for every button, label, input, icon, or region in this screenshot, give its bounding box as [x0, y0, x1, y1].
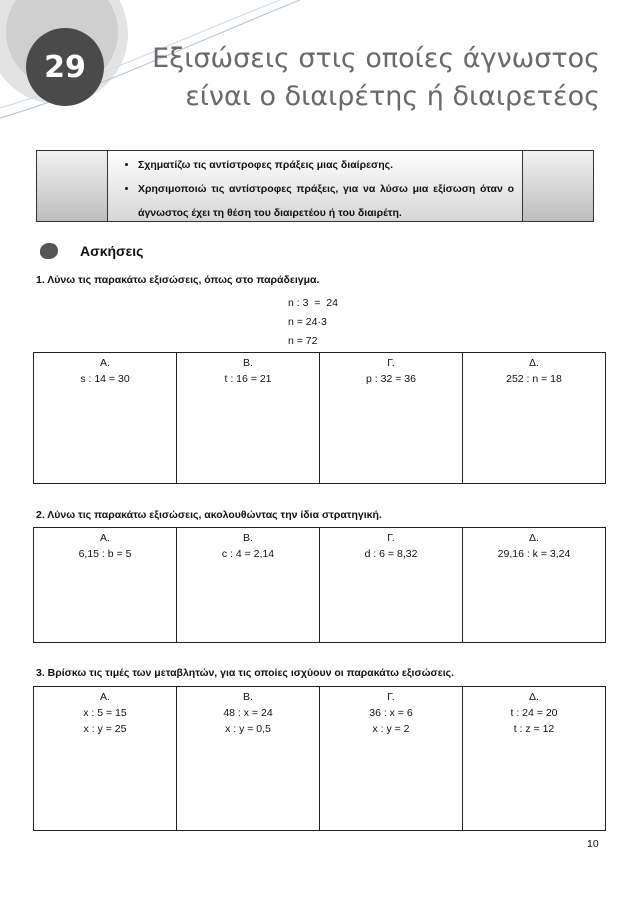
- goals-right-panel: [522, 151, 593, 221]
- answer-cell-c[interactable]: [320, 528, 463, 642]
- learning-goals-box: [36, 150, 594, 222]
- exercise-1-prompt: 1. Λύνω τις παρακάτω εξισώσεις, όπως στο παράδειγμα.: [36, 274, 320, 286]
- goal-item: • Σχηματίζω τις αντίστροφες πράξεις μιας διαίρεσης.: [138, 153, 514, 177]
- cell-equation: s : 14 = 30: [80, 373, 130, 385]
- cell-equation: 29,16 : k = 3,24: [497, 548, 571, 560]
- answer-cell-a[interactable]: [34, 687, 177, 830]
- answer-cell-b[interactable]: [177, 353, 320, 483]
- example-line: n = 72: [288, 335, 318, 347]
- answer-cell-a[interactable]: [34, 528, 177, 642]
- exercises-heading-text: Ασκήσεις: [80, 243, 144, 259]
- cell-equation: p : 32 = 36: [366, 373, 416, 385]
- title-line-1: Εξισώσεις στις οποίες άγνωστος: [152, 43, 600, 74]
- page-number: 10: [587, 838, 599, 850]
- cell-label: Δ.: [529, 691, 539, 703]
- exercise-2-grid: [33, 527, 606, 643]
- cell-label: Β.: [243, 532, 253, 544]
- cell-equation: t : 16 = 21: [224, 373, 272, 385]
- cell-label: Γ.: [387, 691, 395, 703]
- cell-equation: x : 5 = 15: [83, 707, 127, 719]
- goals-content: [108, 151, 522, 221]
- example-line: n : 3 = 24: [288, 297, 338, 309]
- worked-example: [288, 294, 338, 351]
- cell-equation: 252 : n = 18: [506, 373, 562, 385]
- cell-equation: 48 : x = 24: [223, 707, 273, 719]
- lesson-number: 29: [44, 49, 86, 85]
- answer-cell-c[interactable]: [320, 687, 463, 830]
- answer-cell-b[interactable]: [177, 528, 320, 642]
- cell-equation: t : 24 = 20: [510, 707, 558, 719]
- answer-cell-d[interactable]: [463, 528, 605, 642]
- goal-item: • Χρησιμοποιώ τις αντίστροφες πράξεις, για να λύσω μια εξίσωση όταν ο άγνωστος έχει τη θέση του διαιρετέου ή του διαιρέτη.: [138, 177, 514, 225]
- cell-label: Δ.: [529, 532, 539, 544]
- cell-label: Γ.: [387, 357, 395, 369]
- cell-label: Β.: [243, 357, 253, 369]
- answer-cell-d[interactable]: [463, 353, 605, 483]
- cell-label: Δ.: [529, 357, 539, 369]
- answer-cell-d[interactable]: [463, 687, 605, 830]
- exercise-3-grid: [33, 686, 606, 831]
- goals-list: [116, 153, 514, 225]
- exercises-heading: [40, 243, 143, 259]
- lesson-number-badge: [26, 28, 104, 106]
- exercise-2-prompt: 2. Λύνω τις παρακάτω εξισώσεις, ακολουθώντας την ίδια στρατηγική.: [36, 509, 382, 521]
- exercise-3-prompt: 3. Βρίσκω τις τιμές των μεταβλητών, για τις οποίες ισχύουν οι παρακάτω εξισώσεις.: [36, 667, 454, 679]
- answer-cell-a[interactable]: [34, 353, 177, 483]
- cell-label: Α.: [100, 357, 110, 369]
- cell-label: Α.: [100, 691, 110, 703]
- answer-cell-c[interactable]: [320, 353, 463, 483]
- ink-blot-icon: [40, 243, 58, 259]
- answer-cell-b[interactable]: [177, 687, 320, 830]
- cell-label: Β.: [243, 691, 253, 703]
- example-line: n = 24·3: [288, 316, 327, 328]
- page-title: [152, 40, 600, 116]
- cell-equation: d : 6 = 8,32: [364, 548, 418, 560]
- cell-equation: 36 : x = 6: [369, 707, 413, 719]
- cell-equation: x : y = 25: [83, 723, 127, 735]
- title-line-2: είναι ο διαιρέτης ή διαιρετέος: [185, 81, 600, 112]
- cell-label: Α.: [100, 532, 110, 544]
- cell-label: Γ.: [387, 532, 395, 544]
- exercise-1-grid: [33, 352, 606, 484]
- cell-equation: c : 4 = 2,14: [221, 548, 275, 560]
- cell-equation: 6,15 : b = 5: [78, 548, 132, 560]
- cell-equation: x : y = 0,5: [225, 723, 271, 735]
- goals-left-panel: [37, 151, 108, 221]
- cell-equation: x : y = 2: [372, 723, 410, 735]
- cell-equation: t : z = 12: [513, 723, 555, 735]
